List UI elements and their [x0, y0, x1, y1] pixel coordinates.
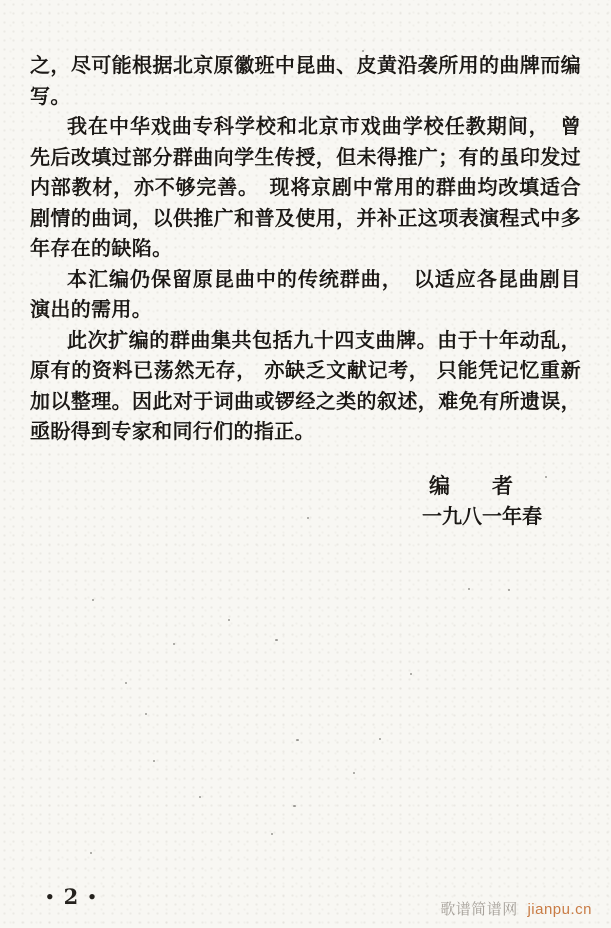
page-number-bullet-right: • — [87, 888, 99, 906]
signature-block — [0, 470, 611, 532]
scan-speck — [307, 517, 309, 519]
scan-speck — [296, 739, 299, 741]
page-number — [38, 884, 106, 909]
scan-speck — [275, 639, 278, 641]
body-text-line: 之，尽可能根据北京原徽班中昆曲、皮黄沿袭所用的曲牌而编 — [30, 53, 581, 77]
scan-speck — [410, 673, 412, 675]
scan-speck — [173, 643, 175, 645]
scan-speck — [379, 738, 381, 740]
body-text-line: 我在中华戏曲专科学校和北京市戏曲学校任教期间， 曾 — [67, 114, 581, 138]
preface-text-block — [30, 50, 581, 447]
scan-speck — [92, 599, 94, 601]
scan-speck — [199, 796, 201, 798]
scan-speck — [228, 619, 230, 621]
body-text-line: 内部教材，亦不够完善。 现将京剧中常用的群曲均改填适合 — [30, 175, 581, 199]
scan-speck — [468, 588, 470, 590]
body-text-line: 写。 — [30, 83, 71, 108]
body-text-line: 本汇编仍保留原昆曲中的传统群曲， 以适应各昆曲剧目 — [67, 266, 581, 291]
body-text-line: 原有的资料已荡然无存， 亦缺乏文献记考， 只能凭记忆重新 — [30, 358, 581, 382]
body-text-line: 剧情的曲词，以供推广和普及使用，并补正这项表演程式中多 — [30, 205, 581, 230]
watermark-site-name: 歌谱简谱网 — [440, 901, 518, 918]
watermark-site-url: jianpu.cn — [527, 901, 592, 918]
body-text-line: 亟盼得到专家和同行们的指正。 — [30, 419, 315, 443]
scan-speck — [293, 805, 296, 807]
body-text-line: 加以整理。因此对于词曲或锣经之类的叙述，难免有所遗误， — [30, 388, 581, 413]
body-text-line: 演出的需用。 — [30, 297, 153, 321]
scan-speck — [125, 682, 127, 684]
scan-speck — [153, 760, 155, 762]
watermark — [440, 898, 592, 919]
scan-speck — [508, 589, 510, 591]
body-text-line: 年存在的缺陷。 — [30, 236, 173, 260]
scan-speck — [362, 50, 364, 52]
scan-speck — [545, 476, 547, 478]
body-text-line: 此次扩编的群曲集共包括九十四支曲牌。由于十年动乱， — [67, 327, 581, 352]
signature-author: 编 者 — [429, 473, 513, 498]
scan-speck — [145, 713, 147, 715]
scan-speck — [271, 833, 273, 835]
body-text-line: 先后改填过部分群曲向学生传授，但未得推广；有的虽印发过 — [30, 144, 581, 169]
page-number-value: 2 — [63, 884, 81, 909]
scan-speck — [353, 772, 355, 774]
page-number-bullet-left: • — [45, 888, 57, 906]
scan-speck — [90, 852, 92, 854]
signature-date: 一九八一年春 — [422, 504, 542, 528]
